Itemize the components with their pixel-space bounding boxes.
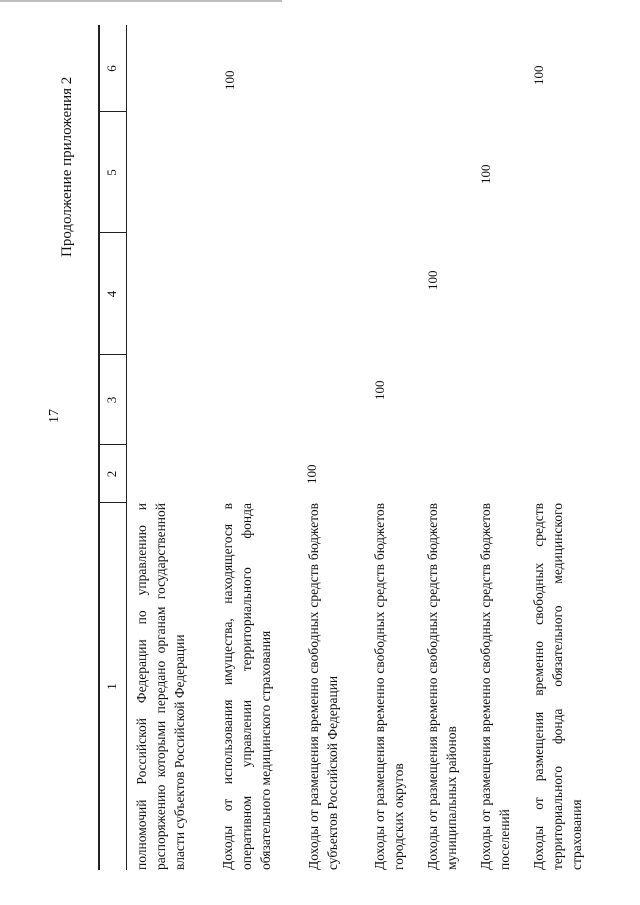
table-cell-value: 100	[222, 70, 237, 90]
rotated-page	[40, 25, 600, 870]
column-header-4: 4	[104, 290, 119, 298]
table-row-text: Доходы от размещения временно свободных средств бюджетов городских округов	[372, 503, 406, 870]
table-cell-value: 100	[425, 270, 440, 290]
table-cell-value: 100	[304, 464, 319, 484]
table-row-text: Доходы от размещения временно свободных средств территориального фонда обязательного медицинского страхования	[531, 503, 584, 870]
appendix-continuation-label: Продолжение приложения 2	[59, 76, 75, 257]
table-top-rule	[98, 25, 100, 870]
table-cell-value: 100	[478, 164, 493, 184]
table-cell-value: 100	[372, 380, 387, 400]
column-header-5: 5	[104, 169, 119, 176]
table-row-text: Доходы от использования имущества, находящегося в оперативном управлении территориального фонда обязательного медицинского страхования	[220, 503, 273, 870]
table-row-text: Доходы от размещения временно свободных средств бюджетов субъектов Российской Федерации	[306, 503, 340, 870]
table-row-text: полномочий Российской Федерации по управлению и распоряжению которыми передано органам государственной власти субъектов Российской Федерации	[134, 503, 187, 870]
page-number: 17	[47, 409, 62, 423]
column-header-6: 6	[104, 65, 119, 72]
column-header-1: 1	[104, 683, 119, 690]
table-row-text: Доходы от размещения временно свободных средств бюджетов муниципальных районов	[425, 503, 459, 870]
table-cell-value: 100	[531, 65, 546, 85]
table-header-rule	[126, 25, 127, 870]
scan-top-edge	[0, 0, 282, 2]
table-row-text: Доходы от размещения временно свободных средств бюджетов поселений	[478, 503, 512, 870]
column-header-2: 2	[104, 470, 119, 478]
column-header-3: 3	[104, 396, 119, 404]
